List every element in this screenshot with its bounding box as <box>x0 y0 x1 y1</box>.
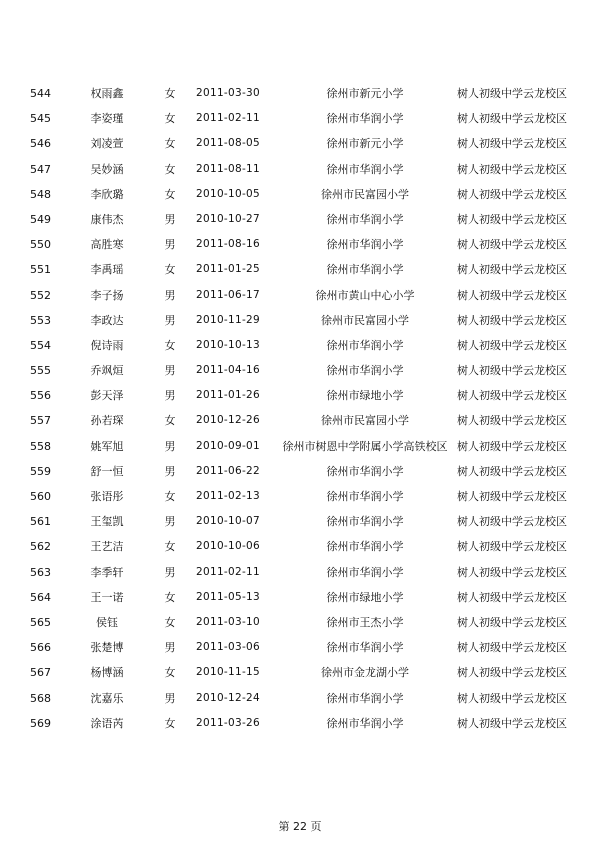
table-row <box>0 408 600 433</box>
birth-date: 2010-10-05 <box>196 187 261 200</box>
student-gender: 女 <box>164 666 176 680</box>
primary-school: 徐州市华润小学 <box>326 515 404 529</box>
student-gender: 女 <box>164 414 176 428</box>
assigned-school: 树人初级中学云龙校区 <box>457 414 567 428</box>
student-name: 吴妙涵 <box>90 162 124 176</box>
birth-date: 2010-12-26 <box>196 414 261 427</box>
table-row <box>0 131 600 156</box>
assigned-school: 树人初级中学云龙校区 <box>457 112 567 126</box>
assigned-school: 树人初级中学云龙校区 <box>457 565 567 579</box>
student-name: 李欣璐 <box>90 187 124 201</box>
student-name: 权雨鑫 <box>90 87 124 100</box>
primary-school: 徐州市绿地小学 <box>326 590 404 604</box>
primary-school: 徐州市华润小学 <box>326 464 404 478</box>
student-name: 涂语芮 <box>90 716 124 730</box>
row-number: 555 <box>30 364 51 378</box>
birth-date: 2010-10-27 <box>196 212 261 225</box>
student-gender: 男 <box>164 212 176 226</box>
primary-school: 徐州市金龙湖小学 <box>321 666 409 680</box>
birth-date: 2011-03-06 <box>196 641 261 654</box>
row-number: 567 <box>30 666 51 680</box>
primary-school: 徐州市民富园小学 <box>321 187 409 201</box>
birth-date: 2010-11-15 <box>196 666 261 679</box>
student-name: 李禹瑶 <box>90 263 124 277</box>
student-name: 李政达 <box>90 313 124 327</box>
table-row <box>0 207 600 232</box>
primary-school: 徐州市民富园小学 <box>321 313 409 327</box>
row-number: 549 <box>30 212 51 226</box>
primary-school: 徐州市华润小学 <box>326 565 404 579</box>
birth-date: 2010-12-24 <box>196 691 261 704</box>
table-row <box>0 308 600 333</box>
primary-school: 徐州市华润小学 <box>326 641 404 655</box>
birth-date: 2010-10-13 <box>196 338 261 351</box>
student-name: 倪诗雨 <box>90 338 124 352</box>
birth-date: 2011-04-16 <box>196 364 261 377</box>
assigned-school: 树人初级中学云龙校区 <box>457 338 567 352</box>
primary-school: 徐州市华润小学 <box>326 716 404 730</box>
table-row <box>0 610 600 635</box>
student-gender: 女 <box>164 162 176 176</box>
row-number: 547 <box>30 162 51 176</box>
student-gender: 男 <box>164 464 176 478</box>
table-row <box>0 509 600 534</box>
table-row <box>0 560 600 585</box>
student-name: 乔飒烜 <box>90 364 124 378</box>
primary-school: 徐州市华润小学 <box>326 112 404 126</box>
assigned-school: 树人初级中学云龙校区 <box>457 464 567 478</box>
row-number: 561 <box>30 515 51 529</box>
student-gender: 男 <box>164 238 176 252</box>
birth-date: 2010-09-01 <box>196 439 261 452</box>
primary-school: 徐州市绿地小学 <box>326 389 404 403</box>
primary-school: 徐州市华润小学 <box>326 338 404 352</box>
primary-school: 徐州市王杰小学 <box>326 615 404 629</box>
birth-date: 2011-06-22 <box>196 464 261 477</box>
primary-school: 徐州市树恩中学附属小学高铁校区 <box>282 439 448 453</box>
birth-date: 2011-03-30 <box>196 87 261 99</box>
table-row <box>0 459 600 484</box>
birth-date: 2011-08-16 <box>196 238 261 251</box>
student-gender: 男 <box>164 439 176 453</box>
birth-date: 2011-01-25 <box>196 263 261 276</box>
student-name: 孙若琛 <box>90 414 124 428</box>
birth-date: 2011-03-10 <box>196 615 261 628</box>
row-number: 553 <box>30 313 51 327</box>
primary-school: 徐州市黄山中心小学 <box>315 288 415 302</box>
table-row <box>0 333 600 358</box>
row-number: 544 <box>30 87 51 100</box>
primary-school: 徐州市华润小学 <box>326 364 404 378</box>
student-gender: 女 <box>164 540 176 554</box>
student-gender: 女 <box>164 490 176 503</box>
table-row <box>0 182 600 207</box>
student-gender: 男 <box>164 364 176 378</box>
student-gender: 男 <box>164 691 176 705</box>
table-row <box>0 383 600 408</box>
assigned-school: 树人初级中学云龙校区 <box>457 364 567 378</box>
assigned-school: 树人初级中学云龙校区 <box>457 515 567 529</box>
primary-school: 徐州市华润小学 <box>326 540 404 554</box>
birth-date: 2010-10-07 <box>196 515 261 528</box>
birth-date: 2010-11-29 <box>196 313 261 326</box>
row-number: 564 <box>30 590 51 604</box>
student-name: 王艺洁 <box>90 540 124 554</box>
student-gender: 女 <box>164 338 176 352</box>
table-row <box>0 585 600 610</box>
assigned-school: 树人初级中学云龙校区 <box>457 238 567 252</box>
table-row <box>0 635 600 660</box>
student-gender: 男 <box>164 515 176 529</box>
assigned-school: 树人初级中学云龙校区 <box>457 288 567 302</box>
student-gender: 女 <box>164 615 176 629</box>
row-number: 546 <box>30 137 51 151</box>
birth-date: 2011-08-11 <box>196 162 261 175</box>
row-number: 551 <box>30 263 51 277</box>
birth-date: 2011-05-13 <box>196 590 261 603</box>
birth-date: 2011-06-17 <box>196 288 261 301</box>
student-name: 姚军旭 <box>90 439 124 453</box>
student-name: 王玺凯 <box>90 515 124 529</box>
row-number: 569 <box>30 716 51 730</box>
assigned-school: 树人初级中学云龙校区 <box>457 389 567 403</box>
table-row <box>0 257 600 282</box>
student-name: 李姿瑾 <box>90 112 124 126</box>
table-row <box>0 434 600 459</box>
row-number: 556 <box>30 389 51 403</box>
student-name: 沈嘉乐 <box>90 691 124 705</box>
table-row <box>0 232 600 257</box>
row-number: 548 <box>30 187 51 201</box>
student-name: 高胜寒 <box>90 238 124 252</box>
assigned-school: 树人初级中学云龙校区 <box>457 187 567 201</box>
row-number: 560 <box>30 490 51 503</box>
student-name: 张语彤 <box>90 490 124 503</box>
row-number: 563 <box>30 565 51 579</box>
assigned-school: 树人初级中学云龙校区 <box>457 87 567 100</box>
row-number: 568 <box>30 691 51 705</box>
student-name: 李季轩 <box>90 565 124 579</box>
row-number: 557 <box>30 414 51 428</box>
row-number: 558 <box>30 439 51 453</box>
student-gender: 女 <box>164 137 176 151</box>
row-number: 565 <box>30 615 51 629</box>
student-name: 舒一恒 <box>90 464 124 478</box>
assigned-school: 树人初级中学云龙校区 <box>457 716 567 730</box>
assigned-school: 树人初级中学云龙校区 <box>457 313 567 327</box>
birth-date: 2011-02-13 <box>196 490 261 502</box>
student-gender: 女 <box>164 590 176 604</box>
student-gender: 女 <box>164 716 176 730</box>
student-gender: 女 <box>164 187 176 201</box>
student-gender: 女 <box>164 112 176 126</box>
row-number: 559 <box>30 464 51 478</box>
birth-date: 2010-10-06 <box>196 540 261 553</box>
assigned-school: 树人初级中学云龙校区 <box>457 212 567 226</box>
student-roster-table <box>0 81 600 736</box>
table-row <box>0 711 600 736</box>
birth-date: 2011-03-26 <box>196 716 261 729</box>
row-number: 554 <box>30 338 51 352</box>
primary-school: 徐州市华润小学 <box>326 691 404 705</box>
student-name: 刘凌萱 <box>90 137 124 151</box>
student-gender: 男 <box>164 313 176 327</box>
student-name: 王一诺 <box>90 590 124 604</box>
table-row <box>0 157 600 182</box>
assigned-school: 树人初级中学云龙校区 <box>457 490 567 503</box>
assigned-school: 树人初级中学云龙校区 <box>457 137 567 151</box>
assigned-school: 树人初级中学云龙校区 <box>457 691 567 705</box>
table-row <box>0 106 600 131</box>
table-row <box>0 484 600 509</box>
assigned-school: 树人初级中学云龙校区 <box>457 666 567 680</box>
student-name: 李子扬 <box>90 288 124 302</box>
birth-date: 2011-01-26 <box>196 389 261 402</box>
assigned-school: 树人初级中学云龙校区 <box>457 590 567 604</box>
table-row <box>0 660 600 685</box>
student-gender: 男 <box>164 641 176 655</box>
student-name: 彭天泽 <box>90 389 124 403</box>
assigned-school: 树人初级中学云龙校区 <box>457 615 567 629</box>
student-gender: 男 <box>164 389 176 403</box>
student-gender: 男 <box>164 565 176 579</box>
page-number: 第 22 页 <box>278 820 322 833</box>
student-name: 侯钰 <box>96 615 118 629</box>
assigned-school: 树人初级中学云龙校区 <box>457 439 567 453</box>
student-gender: 男 <box>164 288 176 302</box>
primary-school: 徐州市华润小学 <box>326 263 404 277</box>
assigned-school: 树人初级中学云龙校区 <box>457 641 567 655</box>
birth-date: 2011-08-05 <box>196 137 261 150</box>
row-number: 566 <box>30 641 51 655</box>
table-row <box>0 686 600 711</box>
primary-school: 徐州市华润小学 <box>326 212 404 226</box>
table-row <box>0 534 600 559</box>
assigned-school: 树人初级中学云龙校区 <box>457 263 567 277</box>
primary-school: 徐州市华润小学 <box>326 490 404 503</box>
table-row <box>0 81 600 106</box>
primary-school: 徐州市新元小学 <box>326 87 404 100</box>
birth-date: 2011-02-11 <box>196 112 261 125</box>
primary-school: 徐州市华润小学 <box>326 238 404 252</box>
student-name: 张楚博 <box>90 641 124 655</box>
assigned-school: 树人初级中学云龙校区 <box>457 162 567 176</box>
student-name: 杨博涵 <box>90 666 124 680</box>
table-row <box>0 358 600 383</box>
row-number: 552 <box>30 288 51 302</box>
student-gender: 女 <box>164 87 176 100</box>
birth-date: 2011-02-11 <box>196 565 261 578</box>
row-number: 545 <box>30 112 51 126</box>
student-gender: 女 <box>164 263 176 277</box>
student-name: 康伟杰 <box>90 212 124 226</box>
primary-school: 徐州市民富园小学 <box>321 414 409 428</box>
table-row <box>0 283 600 308</box>
assigned-school: 树人初级中学云龙校区 <box>457 540 567 554</box>
row-number: 550 <box>30 238 51 252</box>
primary-school: 徐州市新元小学 <box>326 137 404 151</box>
row-number: 562 <box>30 540 51 554</box>
primary-school: 徐州市华润小学 <box>326 162 404 176</box>
